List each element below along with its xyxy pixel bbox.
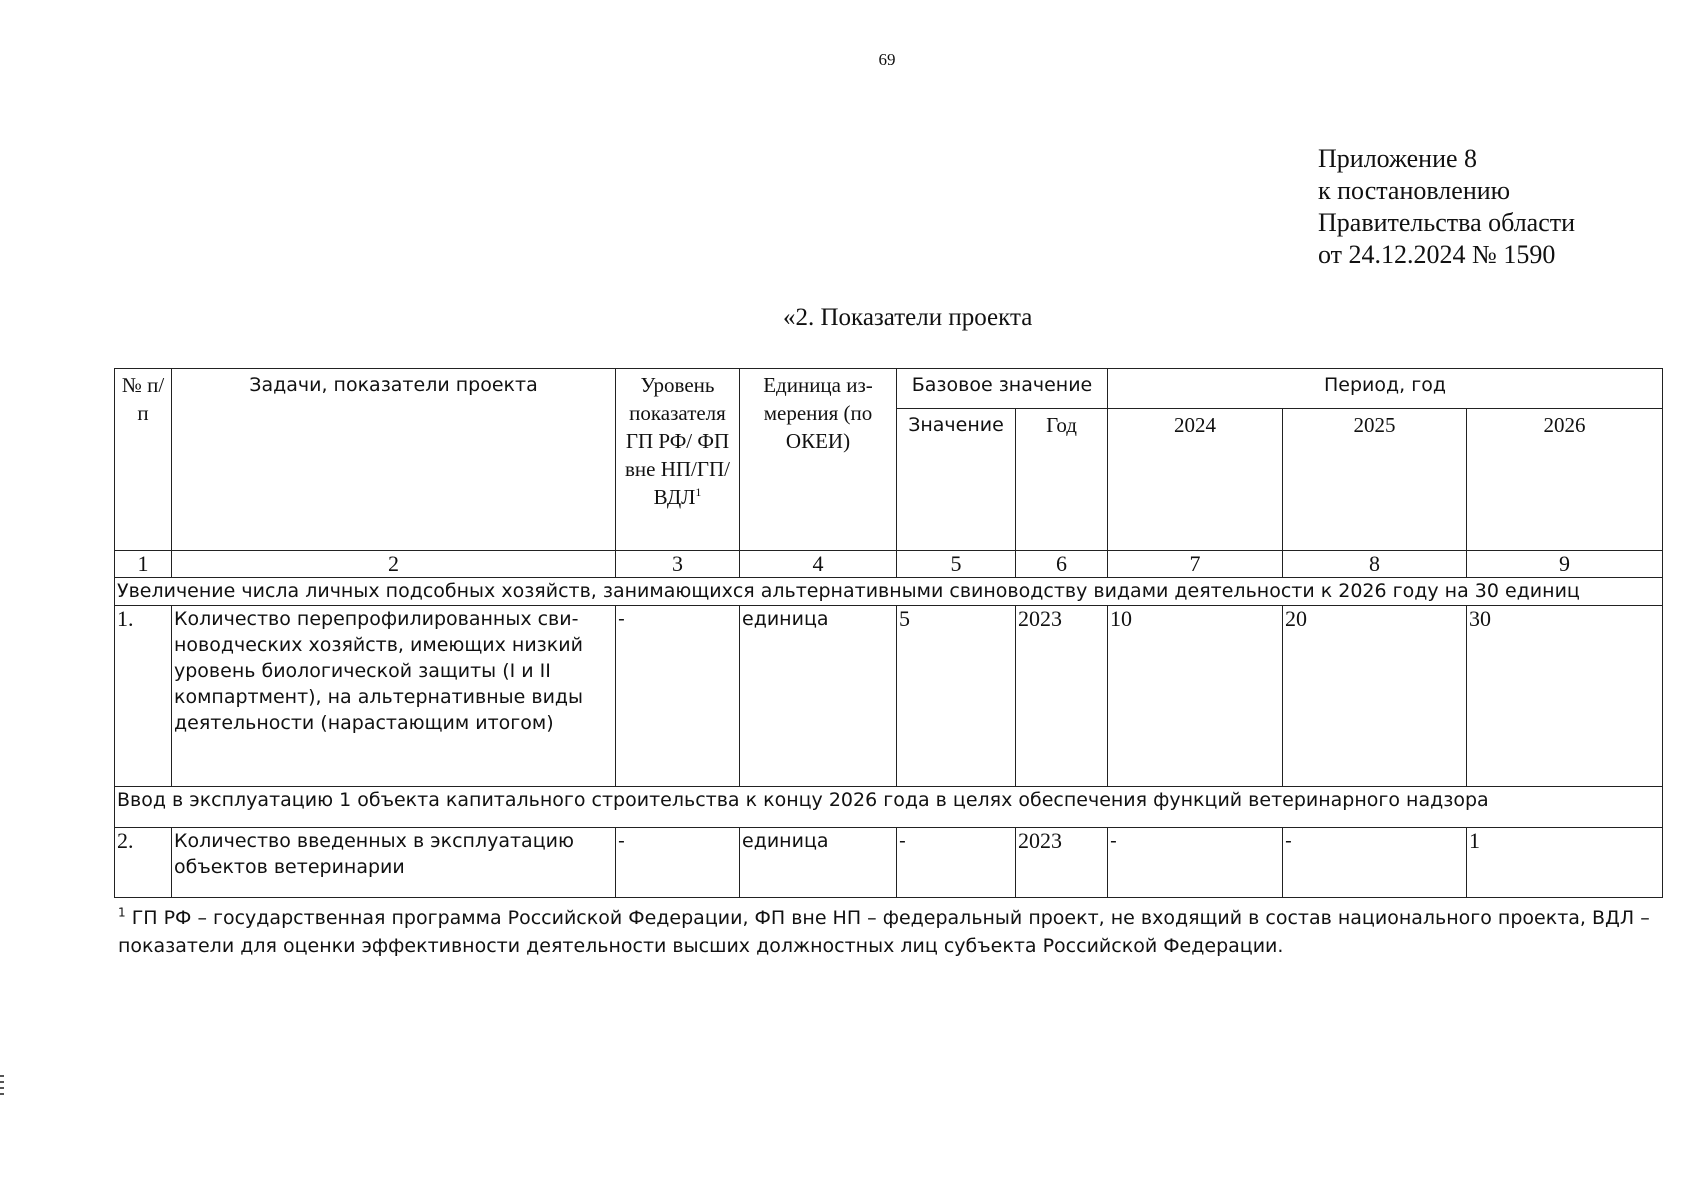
appendix-line-3: Правительства области: [1318, 208, 1576, 237]
row-value-2026: 30: [1467, 606, 1663, 787]
column-numbers-row: [115, 551, 1663, 578]
header-period: Период, год: [1108, 369, 1663, 409]
appendix-header: [1318, 143, 1575, 271]
row-unit: единица: [740, 828, 897, 898]
header-base-year: Год: [1016, 409, 1108, 551]
row-value-2025: 20: [1283, 606, 1467, 787]
column-number: 7: [1108, 551, 1283, 578]
header-level-text: Уровень показателя ГП РФ/ ФП вне НП/ГП/ ВДЛ: [624, 373, 731, 509]
header-unit: Единица из- мерения (по ОКЕИ): [740, 369, 897, 551]
column-number: 2: [172, 551, 616, 578]
row-base-value: -: [897, 828, 1016, 898]
column-number: 3: [616, 551, 740, 578]
row-name: Количество перепрофилированных сви- новодческих хозяйств, имеющих низкий уровень биологической защиты (I и II компартмент), на альтернативные виды деятельности (нарастающим итогом): [172, 606, 616, 787]
row-base-value: 5: [897, 606, 1016, 787]
row-num: 1.: [115, 606, 172, 787]
appendix-line-4: от 24.12.2024 № 1590: [1318, 240, 1556, 269]
row-num: 2.: [115, 828, 172, 898]
footnote-marker: 1: [118, 905, 126, 920]
column-number: 5: [897, 551, 1016, 578]
page-number: 69: [878, 50, 896, 69]
header-level: [616, 369, 740, 551]
footnote: [118, 904, 1668, 960]
footnote-text: ГП РФ – государственная программа Российской Федерации, ФП вне НП – федеральный проект, не входящий в состав национального проекта, ВДЛ – показатели для оценки эффективности деятельности высших должностных лиц субъекта Российской Федерации.: [118, 907, 1650, 957]
column-number: 9: [1467, 551, 1663, 578]
header-base: Базовое значение: [897, 369, 1108, 409]
header-level-footnote-marker: 1: [695, 485, 702, 499]
header-task: Задачи, показатели проекта: [172, 369, 616, 551]
table-row: [115, 828, 1663, 898]
table-row: [115, 606, 1663, 787]
scan-edge-marks: [0, 1075, 4, 1099]
column-number: 1: [115, 551, 172, 578]
row-base-year: 2023: [1016, 828, 1108, 898]
row-base-year: 2023: [1016, 606, 1108, 787]
header-base-value: Значение: [897, 409, 1016, 551]
row-value-2025: -: [1283, 828, 1467, 898]
section-title: «2. Показатели проекта: [783, 304, 1033, 331]
appendix-line-2: к постановлению: [1318, 176, 1511, 205]
row-level: -: [616, 828, 740, 898]
row-value-2026: 1: [1467, 828, 1663, 898]
appendix-line-1: Приложение 8: [1318, 144, 1478, 173]
row-name: Количество введенных в эксплуатацию объектов ветеринарии: [172, 828, 616, 898]
header-year-2025: 2025: [1283, 409, 1467, 551]
goal-row-2: Ввод в эксплуатацию 1 объекта капитального строительства к концу 2026 года в целях обеспечения функций ветеринарного надзора: [115, 787, 1663, 828]
row-unit: единица: [740, 606, 897, 787]
goal-row-1: Увеличение числа личных подсобных хозяйств, занимающихся альтернативными свиноводству видами деятельности к 2026 году на 30 единиц: [115, 578, 1663, 606]
column-number: 8: [1283, 551, 1467, 578]
header-year-2024: 2024: [1108, 409, 1283, 551]
header-year-2026: 2026: [1467, 409, 1663, 551]
row-value-2024: -: [1108, 828, 1283, 898]
header-num: № п/п: [115, 369, 172, 551]
column-number: 4: [740, 551, 897, 578]
indicators-table: [114, 368, 1663, 898]
column-number: 6: [1016, 551, 1108, 578]
row-value-2024: 10: [1108, 606, 1283, 787]
row-level: -: [616, 606, 740, 787]
